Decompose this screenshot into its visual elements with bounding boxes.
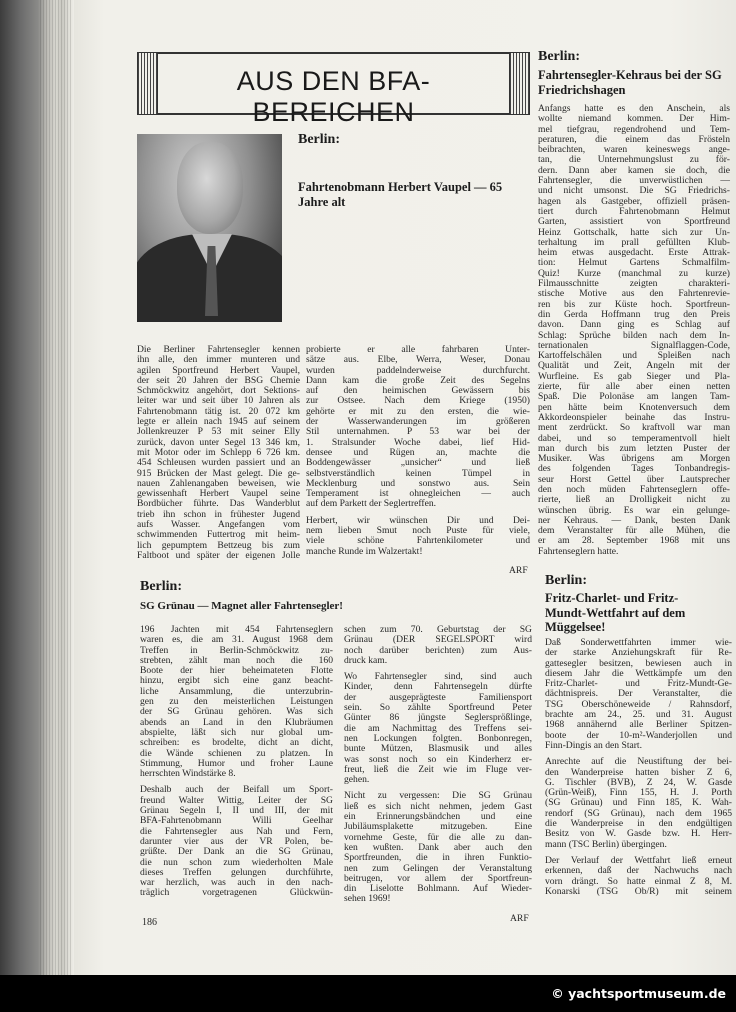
text-line: Grünau Segeln I, II und III, der mit bbox=[140, 805, 333, 817]
text-line: Jollenkreuzer P 53 mit seiner Elly bbox=[137, 426, 300, 438]
text-line: Kartoffelschälen und Spleißen nach bbox=[538, 350, 730, 362]
article-headline: Fahrtenobmann Herbert Vaupel — 65 Jahre alt bbox=[298, 180, 503, 209]
article-column bbox=[545, 638, 732, 903]
text-line: des folgenden Tages Tonbandregis- bbox=[538, 463, 730, 475]
text-line: die nun schon zum wiederholten Male bbox=[140, 856, 333, 868]
text-line: agilen Sportfreund Herbert Vaupel, bbox=[137, 364, 300, 376]
text-line: liche Ansammlung, die unterzubrin- bbox=[140, 685, 333, 697]
text-line: mit Motor oder im Schlepp 6 726 km. bbox=[137, 446, 300, 458]
text-line: dabei, und so temperamentvoll hielt bbox=[538, 432, 730, 444]
text-line: Daß Sonderwettfahrten immer wie- bbox=[545, 637, 732, 648]
text-line: (Grün-Weiß), Finn 155, H. J. Porth bbox=[545, 787, 732, 799]
text-line: ließ es sich nicht nehmen, jedem Gast bbox=[344, 800, 532, 812]
article-column bbox=[538, 104, 730, 563]
text-line: Schmöckwitz angehört, dort Sektions- bbox=[137, 385, 300, 397]
text-line: nauen Zahlenangaben beweisen, wie bbox=[137, 477, 300, 489]
text-line: Grünau (DER SEGELSPORT wird bbox=[344, 634, 532, 646]
text-line: die am Nachmittag des Treffens sei- bbox=[344, 722, 532, 734]
text-line: G. Tischler (BVB), Z 24, W. Gasde bbox=[545, 776, 732, 788]
page-number: 186 bbox=[142, 917, 157, 928]
text-line: nen Lockungen folgten. Bonbonregen, bbox=[344, 732, 532, 744]
text-line: vornehme Geste, für die alle zu dan- bbox=[344, 831, 532, 843]
text-line: stische Motive aus den Fahrtenrevie- bbox=[538, 288, 730, 300]
text-line: ren bis zur Küste hoch. Sportfreun- bbox=[538, 298, 730, 310]
text-line: trieb ihn schon in frühester Jugend bbox=[137, 508, 300, 520]
text-line: tan, die Unternehmungslust zu för- bbox=[538, 154, 730, 166]
paragraph bbox=[344, 672, 532, 785]
text-line: seur Horst Gettel über Lautsprecher bbox=[538, 473, 730, 485]
text-line: lich gepumptem Bettzeug bis zum bbox=[137, 539, 300, 551]
text-line: tion: Helmut Gartens Schmalfilm- bbox=[538, 257, 730, 269]
text-line: ihn alle, den immer munteren und bbox=[137, 354, 300, 366]
text-line: nen zum Gelingen der Veranstaltung bbox=[344, 862, 532, 874]
text-line: bunte Mützen, Blasmusik und alles bbox=[344, 743, 532, 755]
text-line: erkennen, daß der Nachwuchs nach bbox=[545, 865, 732, 877]
text-line: boote der 10-m²-Wanderjollen und bbox=[545, 729, 732, 741]
text-line: Spaß. Die Polonäse am langen Tam- bbox=[538, 391, 730, 403]
text-line: Fahrtenseglern hatte. bbox=[538, 545, 619, 557]
text-line: leiter war und seit über 10 Jahren als bbox=[137, 395, 300, 407]
text-line: (SG Grünau) und Finn 185, K. Wah- bbox=[545, 797, 732, 809]
text-line: Herbert, wir wünschen Dir und Dei- bbox=[306, 514, 530, 526]
text-line: brachte am 24., 25. und 31. August bbox=[545, 709, 732, 721]
text-line: Musiker. Was übrigens am Morgen bbox=[538, 453, 730, 465]
text-line: schreiben: es brodelte, dicht an dicht, bbox=[140, 737, 333, 749]
text-line: dieses Treffen gelungen durchführte, bbox=[140, 866, 333, 878]
text-line: ternationalen Signalflaggen-Code, bbox=[538, 339, 730, 351]
text-line: herrschten Windstärke 8. bbox=[140, 768, 236, 780]
text-line: viele schöne Fahrtenkilometer und bbox=[306, 535, 530, 547]
text-line: der seit 20 Jahren der BSG Chemie bbox=[137, 374, 300, 386]
text-line: Die Berliner Fahrtensegler kennen bbox=[137, 344, 300, 355]
text-line: grüßte. Der Dank an die SG Grünau, bbox=[140, 846, 333, 858]
text-line: Akkordeonspieler beinahe das Instru- bbox=[538, 411, 730, 423]
article-column bbox=[306, 345, 530, 563]
text-line: densee und Rügen an, machte die bbox=[306, 446, 530, 458]
article-column bbox=[140, 625, 333, 905]
copyright-watermark: © yachtsportmuseum.de bbox=[551, 986, 726, 1001]
text-line: beitrugen, vor allem der Sportfreun- bbox=[344, 872, 532, 884]
text-line: was sonst noch so ein Kinderherz er- bbox=[344, 753, 532, 765]
text-line: der Wasserwanderungen im größeren bbox=[306, 416, 530, 428]
author-signature: ARF bbox=[509, 565, 528, 576]
text-line: Stil unternahmen. P 53 war bei der bbox=[306, 426, 530, 438]
text-line: Besitz von W. Gasde bzw. H. Herr- bbox=[545, 828, 732, 840]
text-line: Boddengewässer „unsicher“ und ließ bbox=[306, 457, 530, 469]
text-line: Deshalb auch der Beifall um Sport- bbox=[140, 784, 333, 796]
text-line: Quiz! Kurze (manchmal zu kurze) bbox=[538, 267, 730, 279]
text-line: Filmausschnitte zeigten charakteri- bbox=[538, 278, 730, 290]
text-line: Günter 86 jüngste Seglersprößlinge, bbox=[344, 712, 532, 724]
paragraph bbox=[140, 625, 333, 779]
text-line: und nicht umsonst. Die SG Friedrichs- bbox=[538, 185, 730, 197]
text-line: auf den heimischen Gewässern bis bbox=[306, 385, 530, 397]
text-line: Jubiläumsplakette mitzugeben. Eine bbox=[344, 821, 532, 833]
text-line: der starke Anziehungskraft für Re- bbox=[545, 647, 732, 659]
text-line: dern. Dann aber kamen sie doch, die bbox=[538, 164, 730, 176]
text-line: Wo Fahrtensegler sind, sind auch bbox=[344, 671, 532, 683]
text-line: die Fahrtensegler aus Nah und Fern, bbox=[140, 825, 333, 837]
text-line: wollte niemand kommen. Der Him- bbox=[538, 113, 730, 125]
text-line: hinzu, ergibt sich eine ganz beacht- bbox=[140, 675, 333, 687]
text-line: sein. So zählte Sportfreund Peter bbox=[344, 702, 532, 714]
text-line: aufs Wasser. Angefangen vom bbox=[137, 519, 300, 531]
text-line: die Wanderpreise in den endgültigen bbox=[545, 818, 732, 830]
text-line: Bordbücher führte. Das Wanderblut bbox=[137, 498, 300, 510]
text-line: ken wußten. Dank aber auch den bbox=[344, 841, 532, 853]
text-line: freund Walter Wittig, Leiter der SG bbox=[140, 794, 333, 806]
text-line: Temperament ist ohnegleichen — auch bbox=[306, 488, 530, 500]
text-line: beibrachten, waren keineswegs ange- bbox=[538, 144, 730, 156]
text-line: sätze aus. Elbe, Werra, Weser, Donau bbox=[306, 354, 530, 366]
text-line: legte er allein nach 1945 auf seinem bbox=[137, 416, 300, 428]
text-line: abends an Land in den Klubräumen bbox=[140, 716, 333, 728]
text-line: abspielte, läßt sich nur global um- bbox=[140, 726, 333, 738]
text-line: Fahrtensegler, die unverwüstlichen — bbox=[538, 175, 730, 187]
text-line: war herzlich, was auch in den nach- bbox=[140, 877, 333, 889]
paragraph bbox=[538, 104, 730, 557]
text-line: probierte er alle fahrbaren Unter- bbox=[306, 344, 530, 355]
text-line: hagen als Gastgeber, offiziell präsen- bbox=[538, 195, 730, 207]
paragraph bbox=[545, 638, 732, 751]
paragraph bbox=[545, 757, 732, 850]
article-region: Berlin: bbox=[538, 49, 580, 64]
text-line: davon. Dann ging es Schlag auf bbox=[538, 319, 730, 331]
text-line: Konarski (TSG Ob/R) mit seinem bbox=[545, 885, 732, 897]
paragraph bbox=[306, 345, 530, 510]
text-line: Qualität und Zeit, Angeln mit der bbox=[538, 360, 730, 372]
article-region: Berlin: bbox=[140, 579, 182, 594]
text-line: den Wanderpreise hatten bisher Z 6, bbox=[545, 766, 732, 778]
text-line: druck kam. bbox=[344, 654, 388, 666]
text-line: gewissenhaft Herbert Vaupel seine bbox=[137, 488, 300, 500]
text-line: 196 Jachten mit 454 Fahrtenseglern bbox=[140, 624, 333, 635]
decorative-stripes bbox=[509, 52, 530, 115]
text-line: träglich vorgetragenen Glückwün- bbox=[140, 887, 333, 899]
article-headline: Fahrtensegler-Kehraus bei der SG Friedrichshagen bbox=[538, 68, 722, 97]
text-line: Fahrtenobmann tätig ist. 20 072 km bbox=[137, 405, 300, 417]
author-signature: ARF bbox=[510, 913, 529, 924]
text-line: den noch müden Fahrtenseglern offe- bbox=[538, 483, 730, 495]
text-line: terhaltung im prall gefüllten Klub- bbox=[538, 236, 730, 248]
text-line: Kinder, denn Fahrtensegeln dürfte bbox=[344, 681, 532, 693]
text-line: die Wände schienen zu platzen. In bbox=[140, 747, 333, 759]
text-line: schen zum 70. Geburtstag der SG bbox=[344, 624, 532, 635]
text-line: manche Runde im Walzertakt! bbox=[306, 545, 423, 557]
text-line: ein Erinnerungsbändchen und eine bbox=[344, 811, 532, 823]
text-line: schwimmenden Futtertrog mit heim- bbox=[137, 529, 300, 541]
text-line: gehen. bbox=[344, 774, 370, 786]
text-line: gehörte er mit zu den ersten, die wie- bbox=[306, 405, 530, 417]
text-line: Mecklenburg und sonstwo aus. Sein bbox=[306, 477, 530, 489]
text-line: din Liselotte Bohlmann. Auf Wieder- bbox=[344, 883, 532, 895]
text-line: Dann kam die große Zeit des Segelns bbox=[306, 374, 530, 386]
article-column bbox=[137, 345, 300, 567]
text-line: der ausgeprägteste Familiensport bbox=[344, 691, 532, 703]
text-line: 454 Schleusen wurden passiert und an bbox=[137, 457, 300, 469]
text-line: freut, ließ die Zeit wie im Fluge ver- bbox=[344, 763, 532, 775]
text-line: waren es, die am 31. August 1968 dem bbox=[140, 634, 333, 646]
article-headline: Fritz-Charlet- und Fritz-Mundt-Wettfahrt auf dem Müggelsee! bbox=[545, 591, 686, 634]
text-line: peraturen, die einem das Frösteln bbox=[538, 133, 730, 145]
book-page-edges bbox=[0, 0, 74, 975]
section-title-box bbox=[137, 52, 530, 127]
article-headline: SG Grünau — Magnet aller Fahrtensegler! bbox=[140, 600, 343, 612]
text-line: zierte, für alle aber einen netten bbox=[538, 381, 730, 393]
text-line: Anrechte auf die Neustiftung der bei- bbox=[545, 756, 732, 768]
text-line: Wurfleine. Es gab Sieger und Pla- bbox=[538, 370, 730, 382]
decorative-stripes bbox=[137, 52, 158, 115]
text-line: zurück, davon unter Segel 13 346 km, bbox=[137, 436, 300, 448]
text-line: wurden paddelnderweise durchfurcht. bbox=[306, 364, 530, 376]
text-line: darunter vier aus der VR Polen, be- bbox=[140, 835, 333, 847]
text-line: wünschen übrig. Es war ein gelunge- bbox=[538, 504, 730, 516]
text-line: gen zu den meisterlichen Leistungen bbox=[140, 696, 333, 708]
text-line: man durch bis zum letzten Puster der bbox=[538, 442, 730, 454]
paragraph bbox=[140, 785, 333, 898]
text-line: tiert durch Fahrtenobmann Helmut bbox=[538, 205, 730, 217]
text-line: 1. Stralsunder Woche dabei, lief Hid- bbox=[306, 436, 530, 448]
text-line: BFA-Fahrtenobmann Willi Geelhar bbox=[140, 815, 333, 827]
paragraph bbox=[344, 625, 532, 666]
text-line: gattesegler besitzen, bewiesen auch in bbox=[545, 657, 732, 669]
text-line: 915 Brücken der Mast gelegt. Die ge- bbox=[137, 467, 300, 479]
text-line: auf dem Parkett der Seglertreffen. bbox=[306, 498, 437, 510]
text-line: Garten, assistiert von Sportfreund bbox=[538, 216, 730, 228]
section-title: AUS DEN BFA-BEREICHEN bbox=[236, 66, 431, 127]
text-line: TSG Oberschöneweide / Rahnsdorf, bbox=[545, 698, 732, 710]
paragraph bbox=[306, 516, 530, 557]
text-line: Treffen in Berlin-Schmöckwitz zu- bbox=[140, 644, 333, 656]
text-line: mel tiefgrau, regendrohend und Tem- bbox=[538, 123, 730, 135]
text-line: Fritz-Charlet- und Fritz-Mundt-Ge- bbox=[545, 678, 732, 690]
text-line: vorn drängt. So hatte einmal Z 8, M. bbox=[545, 875, 732, 887]
text-line: Schlag: Sprüche bilden nach dem In- bbox=[538, 329, 730, 341]
text-line: Boote der hier beheimateten Flotte bbox=[140, 665, 333, 677]
portrait-photo-herbert-vaupel bbox=[137, 134, 282, 322]
text-line: Heinz Gottschalk, hatte sich zur Un- bbox=[538, 226, 730, 238]
text-line: selbstverständlich keinen Tümpel in bbox=[306, 467, 530, 479]
text-line: Anfangs hatte es den Anschein, als bbox=[538, 103, 730, 114]
text-line: din Gerda Hoffmann trug den Preis bbox=[538, 308, 730, 320]
text-line: Faltboot und später der eigenen Jolle bbox=[137, 549, 300, 561]
paragraph bbox=[545, 856, 732, 897]
article-column bbox=[344, 625, 532, 911]
text-line: heim etwas ausgedacht. Erste Attrak- bbox=[538, 247, 730, 259]
article-region: Berlin: bbox=[545, 573, 587, 588]
text-line: zur Ostsee. Nach dem Kriege (1950) bbox=[306, 395, 530, 407]
text-line: dächtnispreis. Der Veranstalter, die bbox=[545, 688, 732, 700]
text-line: 1968 annähernd alle Berliner Spitzen- bbox=[545, 719, 732, 731]
paragraph bbox=[137, 345, 300, 561]
text-line: noch darüber berichten) zum Aus- bbox=[344, 644, 532, 656]
text-line: ner Kehraus. — Dank, besten Dank bbox=[538, 514, 730, 526]
text-line: der SG Grünau gehören. Was sich bbox=[140, 706, 333, 718]
text-line: diesem Jahr die Wettkämpfe um den bbox=[545, 667, 732, 679]
paragraph bbox=[344, 791, 532, 904]
text-line: ment zerdrückt. So kraftvoll war man bbox=[538, 422, 730, 434]
text-line: Der Verlauf der Wettfahrt ließ erneut bbox=[545, 854, 732, 866]
text-line: Sportfreunden, die in ihren Funktio- bbox=[344, 852, 532, 864]
text-line: sehen 1969! bbox=[344, 893, 391, 905]
text-line: mann (TSC Berlin) übergingen. bbox=[545, 838, 667, 850]
text-line: Stimmung, Humor und froher Laune bbox=[140, 757, 333, 769]
text-line: nem lieben Smut noch Puste für viele, bbox=[306, 525, 530, 537]
text-line: dem Veranstalter für alle Mühen, die bbox=[538, 525, 730, 537]
text-line: strebten, zählt man noch die 160 bbox=[140, 654, 333, 666]
text-line: Finn-Dingis an den Start. bbox=[545, 739, 642, 751]
text-line: rierte, ließ an Drolligkeit nicht zu bbox=[538, 494, 730, 506]
article-region: Berlin: bbox=[298, 132, 340, 147]
text-line: er am 28. September 1968 mit uns bbox=[538, 535, 730, 547]
text-line: rendorf (SG Grünau), nach dem 1965 bbox=[545, 807, 732, 819]
text-line: Nicht zu vergessen: Die SG Grünau bbox=[344, 790, 532, 802]
text-line: pen hätte beim Knotenversuch dem bbox=[538, 401, 730, 413]
